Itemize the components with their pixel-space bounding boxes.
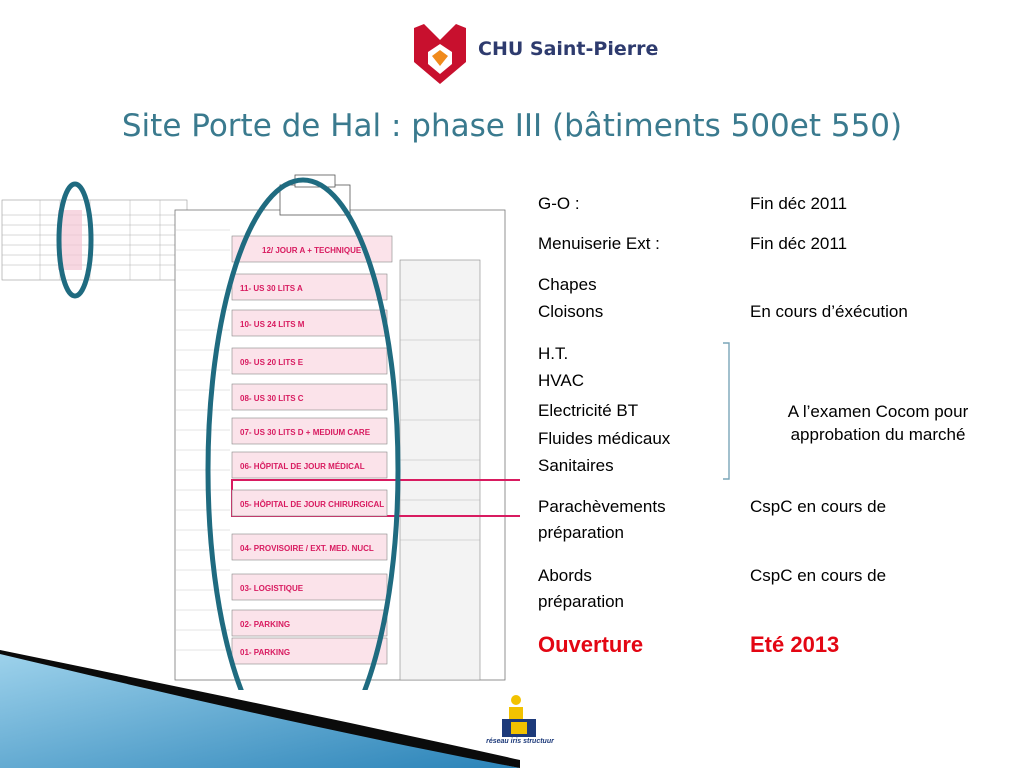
floor-label: 08- US 30 LITS C	[240, 394, 304, 403]
ouverture-label: Ouverture	[538, 632, 644, 657]
row-label: préparation	[538, 523, 625, 542]
row-value: Fin déc 2011	[750, 194, 848, 213]
row-label: Fluides médicaux	[538, 429, 671, 448]
brace-note-line1: A l’examen Cocom pour	[787, 402, 969, 421]
row-label: Sanitaires	[538, 456, 614, 475]
floor-label: 03- LOGISTIQUE	[240, 584, 304, 593]
floor-label: 01- PARKING	[240, 648, 291, 657]
row-label: Electricité BT	[538, 401, 639, 420]
decorative-swoosh	[0, 620, 520, 768]
ouverture-value: Eté 2013	[750, 632, 840, 657]
row-value: CspC en cours de	[750, 566, 887, 585]
row-label: Parachèvements	[538, 497, 666, 516]
row-label: G-O :	[538, 194, 580, 213]
floor-label: 12/ JOUR A + TECHNIQUE	[262, 246, 362, 255]
floor-label: 04- PROVISOIRE / EXT. MED. NUCL	[240, 544, 374, 553]
iris-text: réseau iris structuur	[486, 738, 554, 745]
floor-label: 02- PARKING	[240, 620, 291, 629]
brace-note-line2: approbation du marché	[790, 425, 966, 444]
row-label: HVAC	[538, 371, 584, 390]
row-label: Menuiserie Ext :	[538, 234, 660, 253]
row-label: Chapes	[538, 275, 597, 294]
floor-label: 06- HÔPITAL DE JOUR MÉDICAL	[240, 462, 365, 471]
row-label: Cloisons	[538, 302, 604, 321]
floor-label: 05- HÔPITAL DE JOUR CHIRURGICAL	[240, 500, 385, 509]
row-label: Abords	[538, 566, 592, 585]
bracket	[723, 342, 735, 480]
logo-text: CHU Saint-Pierre	[478, 38, 659, 60]
floor-label: 09- US 20 LITS E	[240, 358, 304, 367]
floor-label: 11- US 30 LITS A	[240, 284, 303, 293]
floor-label: 10- US 24 LITS M	[240, 320, 305, 329]
row-label: préparation	[538, 592, 625, 611]
row-value: En cours d’éxécution	[750, 302, 908, 321]
brace-note	[748, 400, 1008, 446]
page-title: Site Porte de Hal : phase III (bâtiments 500et 550)	[121, 108, 903, 144]
floor-label: 07- US 30 LITS D + MEDIUM CARE	[240, 428, 371, 437]
row-value: Fin déc 2011	[750, 234, 848, 253]
row-label: H.T.	[538, 344, 569, 363]
building-section-drawing	[0, 170, 520, 690]
thumbnail-elevation	[2, 200, 187, 280]
row-value: CspC en cours de	[750, 497, 887, 516]
